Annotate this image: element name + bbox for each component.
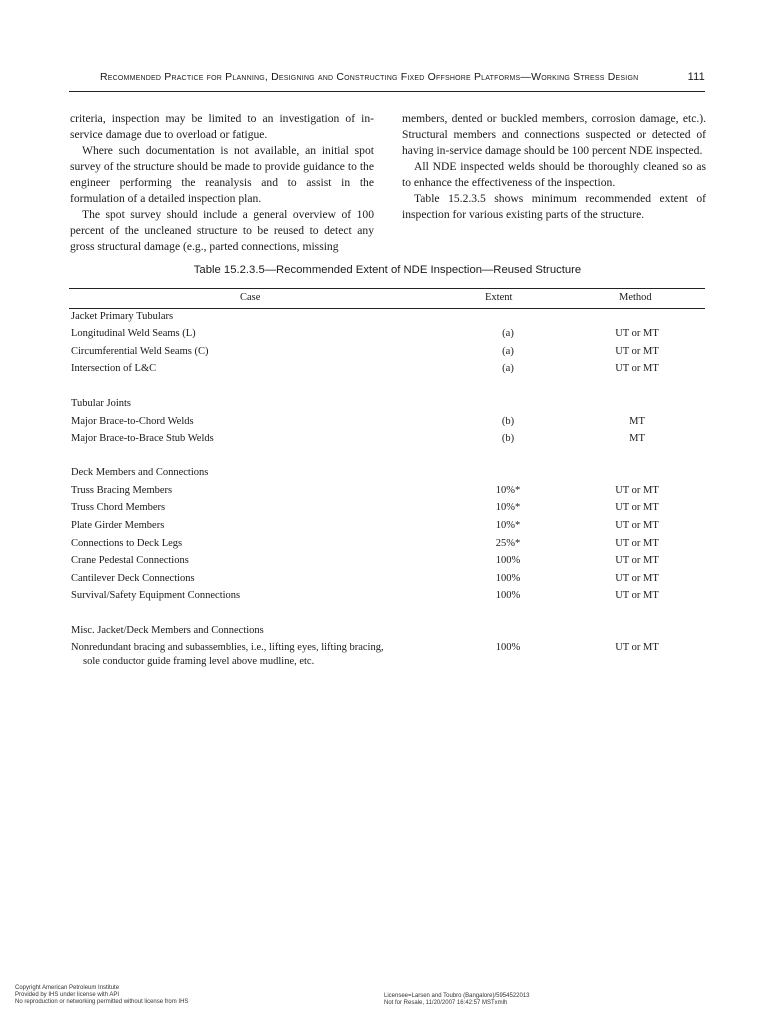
cell-case: Crane Pedestal Connections (71, 555, 189, 566)
cell-extent: (b) (501, 433, 515, 444)
cell-extent: (a) (502, 363, 514, 374)
cell-method: MT (629, 416, 645, 427)
cell-case: Connections to Deck Legs (71, 538, 183, 549)
column-header-extent: Extent (485, 292, 513, 303)
cell-extent: 25%* (495, 538, 521, 549)
paragraph: All NDE inspected welds should be thoroughly cleaned so as to enhance the effectiveness of the inspection. (402, 160, 706, 189)
cell-case: Circumferential Weld Seams (C) (71, 346, 209, 357)
cell-case: Survival/Safety Equipment Connections (71, 590, 241, 601)
cell-method: UT or MT (615, 555, 659, 566)
paragraph: The spot survey should include a general overview of 100 percent of the uncleaned structure to be reused to detect any gross structural damage (e.g., parted connections, missing (70, 208, 374, 253)
table-row (0, 589, 768, 605)
table-row (0, 554, 768, 570)
running-head (100, 71, 705, 83)
cell-method: UT or MT (615, 590, 659, 601)
table-row (0, 537, 768, 553)
table-row (0, 327, 768, 343)
cell-case: Misc. Jacket/Deck Members and Connections (71, 625, 264, 636)
cell-method: UT or MT (615, 538, 659, 549)
cell-method: UT or MT (615, 573, 659, 584)
table-row (0, 345, 768, 361)
header-rule (69, 91, 705, 92)
column-header-case: Case (240, 292, 261, 303)
table-group-heading (0, 466, 768, 482)
paragraph: Where such documentation is not available, an initial spot survey of the structure should be made to provide guidance to the engineer performing the reanalysis and to assist in the formulation of a detailed inspection plan. (70, 144, 374, 205)
table-row (0, 501, 768, 517)
footer-copyright (15, 985, 188, 1006)
column-header-method: Method (619, 292, 652, 303)
cell-method: UT or MT (615, 328, 659, 339)
table-header-rule (69, 308, 705, 309)
cell-method: MT (629, 433, 645, 444)
cell-method: UT or MT (615, 346, 659, 357)
table-row (0, 362, 768, 378)
cell-case: Deck Members and Connections (71, 467, 209, 478)
table-top-rule (69, 288, 705, 289)
table-group-heading (0, 397, 768, 413)
paragraph: criteria, inspection may be limited to an investigation of in-service damage due to overload or fatigue. (70, 112, 374, 141)
table-group-heading (0, 624, 768, 640)
cell-extent: 10%* (495, 520, 521, 531)
page-number: 111 (687, 71, 705, 83)
table-row (0, 415, 768, 431)
cell-case (71, 641, 384, 669)
running-title: Recommended Practice for Planning, Designing and Constructing Fixed Offshore Platforms—Working Stress Design (100, 71, 639, 83)
cell-method: UT or MT (615, 485, 659, 496)
cell-case: Tubular Joints (71, 398, 132, 409)
cell-extent: (a) (502, 346, 514, 357)
cell-extent: 100% (495, 555, 521, 566)
cell-method: UT or MT (615, 642, 659, 653)
table-row (0, 432, 768, 448)
cell-extent: (b) (501, 416, 515, 427)
cell-extent: 10%* (495, 502, 521, 513)
cell-case: Truss Chord Members (71, 502, 166, 513)
body-column-left (70, 111, 374, 255)
table-group-heading (0, 310, 768, 326)
cell-extent: (a) (502, 328, 514, 339)
table-row (0, 572, 768, 588)
footer-line: Provided by IHS under license with API (15, 992, 120, 998)
cell-extent: 10%* (495, 485, 521, 496)
cell-case: Plate Girder Members (71, 520, 165, 531)
cell-extent: 100% (495, 573, 521, 584)
table-row (0, 519, 768, 535)
cell-case: Truss Bracing Members (71, 485, 173, 496)
cell-case: Intersection of L&C (71, 363, 157, 374)
table-title: Table 15.2.3.5—Recommended Extent of NDE Inspection—Reused Structure (193, 264, 582, 276)
table-row (0, 484, 768, 500)
cell-case: Jacket Primary Tubulars (71, 311, 174, 322)
cell-method: UT or MT (615, 363, 659, 374)
footer-line: No reproduction or networking permitted without license from IHS (15, 999, 189, 1005)
cell-method: UT or MT (615, 520, 659, 531)
cell-extent: 100% (495, 642, 521, 653)
cell-case: Major Brace-to-Brace Stub Welds (71, 433, 214, 444)
paragraph: Table 15.2.3.5 shows minimum recommended extent of inspection for various existing parts of the structure. (402, 192, 706, 221)
footer-line: Licensee=Larsen and Toubro (Bangalore)/5954522013 (384, 993, 530, 999)
cell-case-continuation: sole conductor guide framing level above mudline, etc. (83, 656, 315, 667)
table-row (0, 641, 768, 673)
paragraph: members, dented or buckled members, corrosion damage, etc.). Structural members and connections suspected or detected of having in-service damage should be 100 percent NDE inspected. (402, 112, 706, 157)
cell-case: Longitudinal Weld Seams (L) (71, 328, 196, 339)
footer-license (384, 993, 530, 1007)
footer-line: Copyright American Petroleum Institute (15, 985, 120, 991)
cell-extent: 100% (495, 590, 521, 601)
cell-case: Cantilever Deck Connections (71, 573, 195, 584)
cell-case-line: Nonredundant bracing and subassemblies, i.e., lifting eyes, lifting bracing, (71, 642, 384, 653)
body-column-right (402, 111, 706, 223)
cell-case: Major Brace-to-Chord Welds (71, 416, 194, 427)
footer-line: Not for Resale, 11/20/2007 16:42:57 MSTxmlh (384, 1000, 508, 1006)
cell-method: UT or MT (615, 502, 659, 513)
